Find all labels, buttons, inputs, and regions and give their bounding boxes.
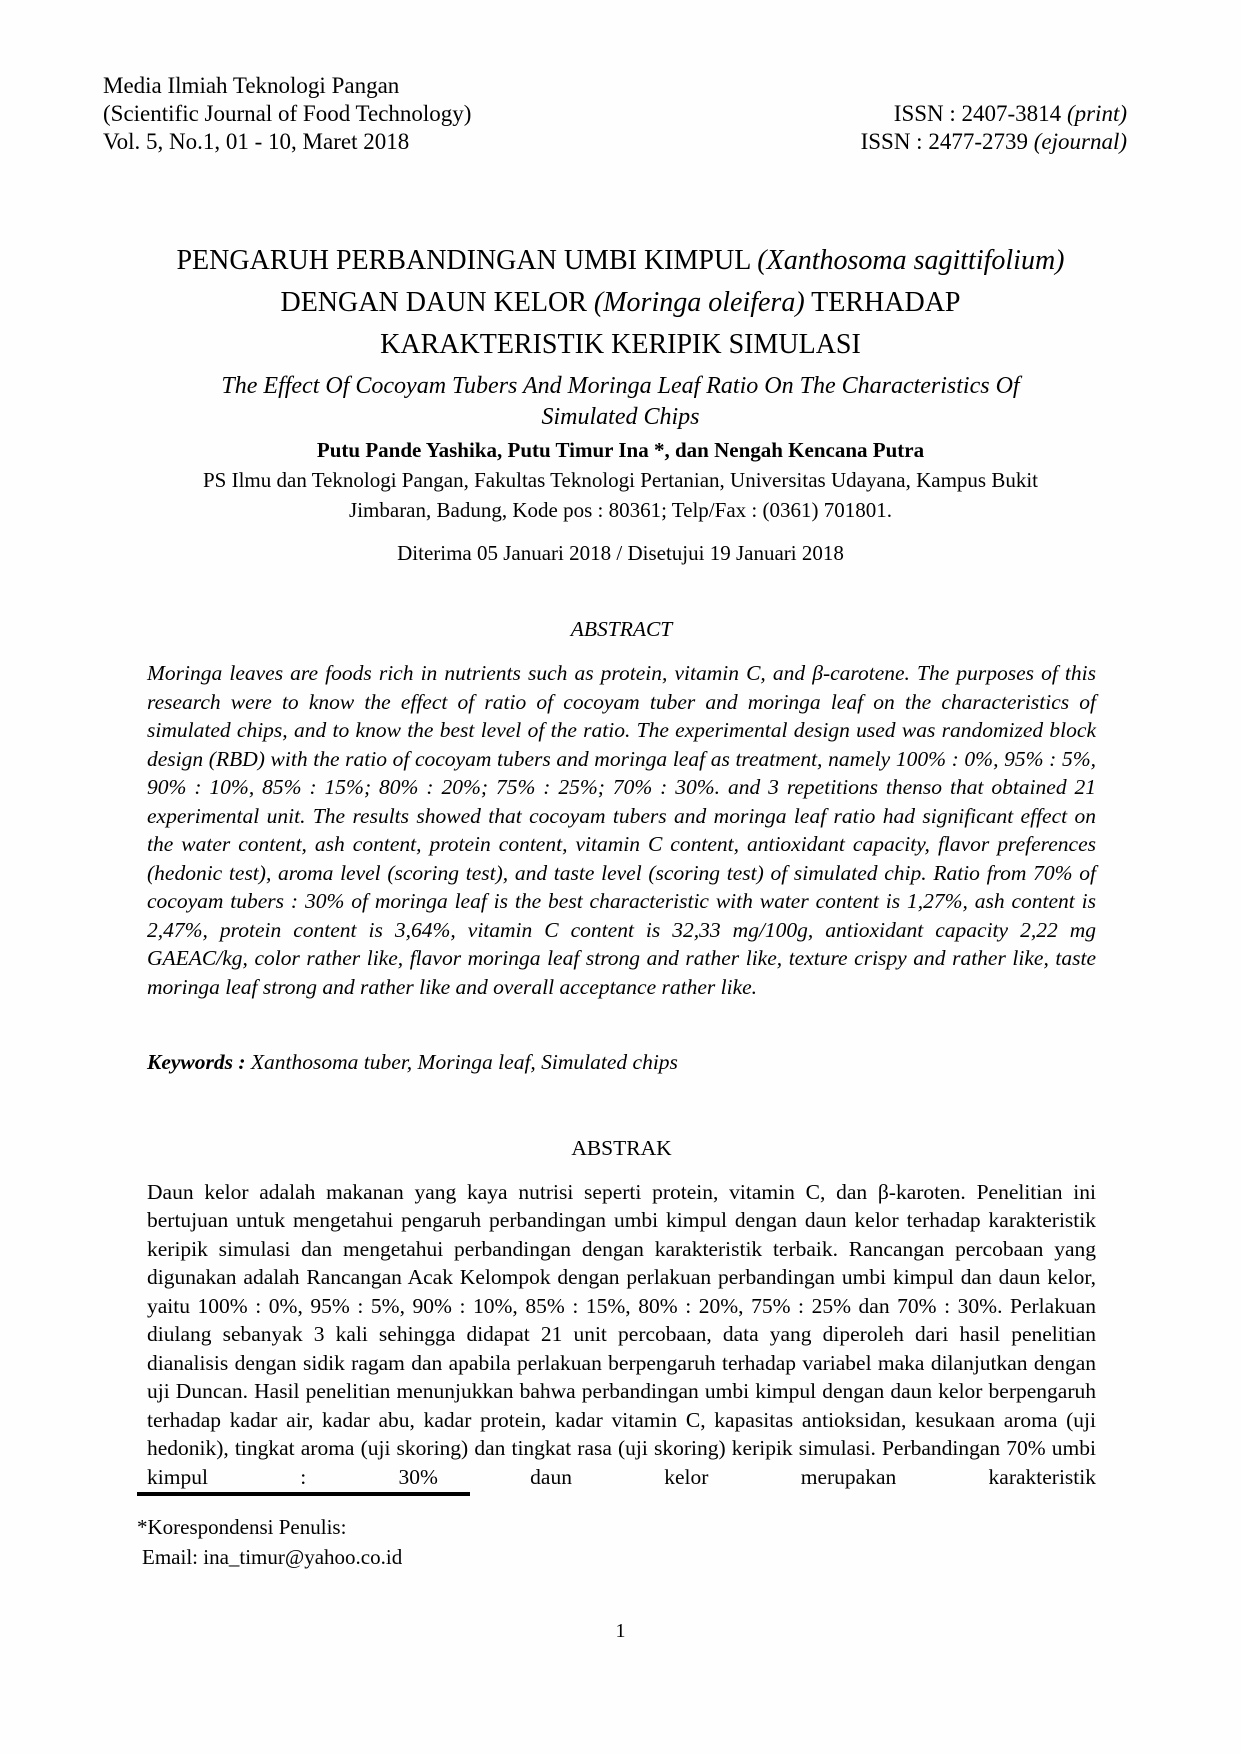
article-subtitle-line-2: Simulated Chips xyxy=(541,404,700,430)
abstract-body-indonesian: Daun kelor adalah makanan yang kaya nutrisi seperti protein, vitamin C, dan β-karoten. Penelitian ini bertujuan untuk mengetahui pengaruh perbandingan umbi kimpul dengan daun kelor terhadap karakteristik keripik simulasi dan mengetahui perbandingan dengan karakteristik terbaik. Rancangan percobaan yang digunakan adalah Rancangan Acak Kelompok dengan perlakuan perbandingan umbi kimpul dan daun kelor, yaitu 100% : 0%, 95% : 5%, 90% : 10%, 85% : 15%, 80% : 20%, 75% : 25% dan 70% : 30%. Perlakuan diulang sebanyak 3 kali sehingga didapat 21 unit percobaan, data yang diperoleh dari hasil penelitian dianalisis dengan sidik ragam dan apabila perlakuan berpengaruh terhadap variabel maka dilanjutkan dengan uji Duncan. Hasil penelitian menunjukkan bahwa perbandingan umbi kimpul dengan daun kelor berpengaruh terhadap kadar air, kadar abu, kadar protein, kadar vitamin C, kapasitas antioksidan, kesukaan aroma (uji hedonik), tingkat aroma (uji skoring) dan tingkat rasa (uji skoring) keripik simulasi. Perbandingan 70% umbi kimpul : 30% daun kelor merupakan karakteristik xyxy=(147,1179,1096,1489)
title-latin-name-2: (Moringa oleifera) xyxy=(593,287,805,318)
article-title-line-1 xyxy=(120,240,1121,282)
article-title-line-3: KARAKTERISTIK KERIPIK SIMULASI xyxy=(380,329,861,360)
article-title xyxy=(0,240,1241,366)
issn-print-number: ISSN : 2407-3814 xyxy=(893,101,1067,126)
affiliation-line-1: PS Ilmu dan Teknologi Pangan, Fakultas Teknologi Pertanian, Universitas Udayana, Kampus Bukit xyxy=(202,468,1039,492)
title-text-2a: DENGAN DAUN KELOR xyxy=(280,287,594,318)
abstrak-heading: ABSTRAK xyxy=(571,1135,672,1160)
author-names: Putu Pande Yashika, Putu Timur Ina *, dan Nengah Kencana Putra xyxy=(316,438,925,462)
correspondence-email: Email: ina_timur@yahoo.co.id xyxy=(142,1545,403,1569)
keywords-text: Xanthosoma tuber, Moringa leaf, Simulated chips xyxy=(245,1050,678,1074)
authors-block xyxy=(0,435,1241,525)
issn-ejournal-line xyxy=(861,128,1127,156)
article-subtitle xyxy=(0,371,1241,433)
footnote-divider xyxy=(137,1492,470,1496)
title-latin-name-1: (Xanthosoma sagittifolium) xyxy=(757,245,1065,276)
page-number: 1 xyxy=(615,1620,626,1642)
issn-ejournal-number: ISSN : 2477-2739 xyxy=(860,129,1034,154)
page-content xyxy=(0,614,1241,1491)
journal-name: Media Ilmiah Teknologi Pangan xyxy=(103,73,400,98)
issn-ejournal-label: (ejournal) xyxy=(1033,129,1127,154)
correspondence-note: *Korespondensi Penulis: xyxy=(137,1515,347,1539)
received-accepted-dates: Diterima 05 Januari 2018 / Disetujui 19 Januari 2018 xyxy=(397,541,844,565)
journal-volume-info: Vol. 5, No.1, 01 - 10, Maret 2018 xyxy=(103,129,410,154)
title-text-1: PENGARUH PERBANDINGAN UMBI KIMPUL xyxy=(176,245,758,276)
masthead-left xyxy=(103,72,471,156)
journal-masthead xyxy=(0,0,1241,156)
article-title-line-2 xyxy=(120,282,1121,324)
correspondence-footnote xyxy=(137,1492,470,1572)
abstract-heading: ABSTRACT xyxy=(570,617,673,641)
issn-print-line xyxy=(861,100,1127,128)
journal-name-english: (Scientific Journal of Food Technology) xyxy=(103,101,472,126)
abstract-body-english: Moringa leaves are foods rich in nutrients such as protein, vitamin C, and β-carotene. The purposes of this research were to know the effect of ratio of cocoyam tuber and moringa leaf on the characteristics of simulated chips, and to know the best level of the ratio. The experimental design used was randomized block design (RBD) with the ratio of cocoyam tubers and moringa leaf as treatment, namely 100% : 0%, 95% : 5%, 90% : 10%, 85% : 15%; 80% : 20%; 75% : 25%; 70% : 30%. and 3 repetitions thenso that obtained 21 experimental unit. The results showed that cocoyam tubers and moringa leaf ratio had significant effect on the water content, ash content, protein content, vitamin C content, antioxidant capacity, flavor preferences (hedonic test), aroma level (scoring test), and taste level (scoring test) of simulated chip. Ratio from 70% of cocoyam tubers : 30% of moringa leaf is the best characteristic with water content is 1,27%, ash content is 2,47%, protein content is 3,64%, vitamin C content is 32,33 mg/100g, antioxidant capacity 2,22 mg GAEAC/kg, color rather like, flavor moringa leaf strong and rather like, texture crispy and rather like, taste moringa leaf strong and rather like and overall acceptance rather like. xyxy=(147,661,1096,999)
issn-print-label: (print) xyxy=(1066,101,1127,126)
keywords-label: Keywords : xyxy=(147,1050,246,1074)
masthead-right xyxy=(861,100,1127,156)
article-subtitle-line-1: The Effect Of Cocoyam Tubers And Moringa Leaf Ratio On The Characteristics Of xyxy=(221,373,1020,399)
keywords-line xyxy=(147,1048,1096,1077)
affiliation-line-2: Jimbaran, Badung, Kode pos : 80361; Telp/Fax : (0361) 701801. xyxy=(349,498,892,522)
title-text-2b: TERHADAP xyxy=(804,287,961,318)
